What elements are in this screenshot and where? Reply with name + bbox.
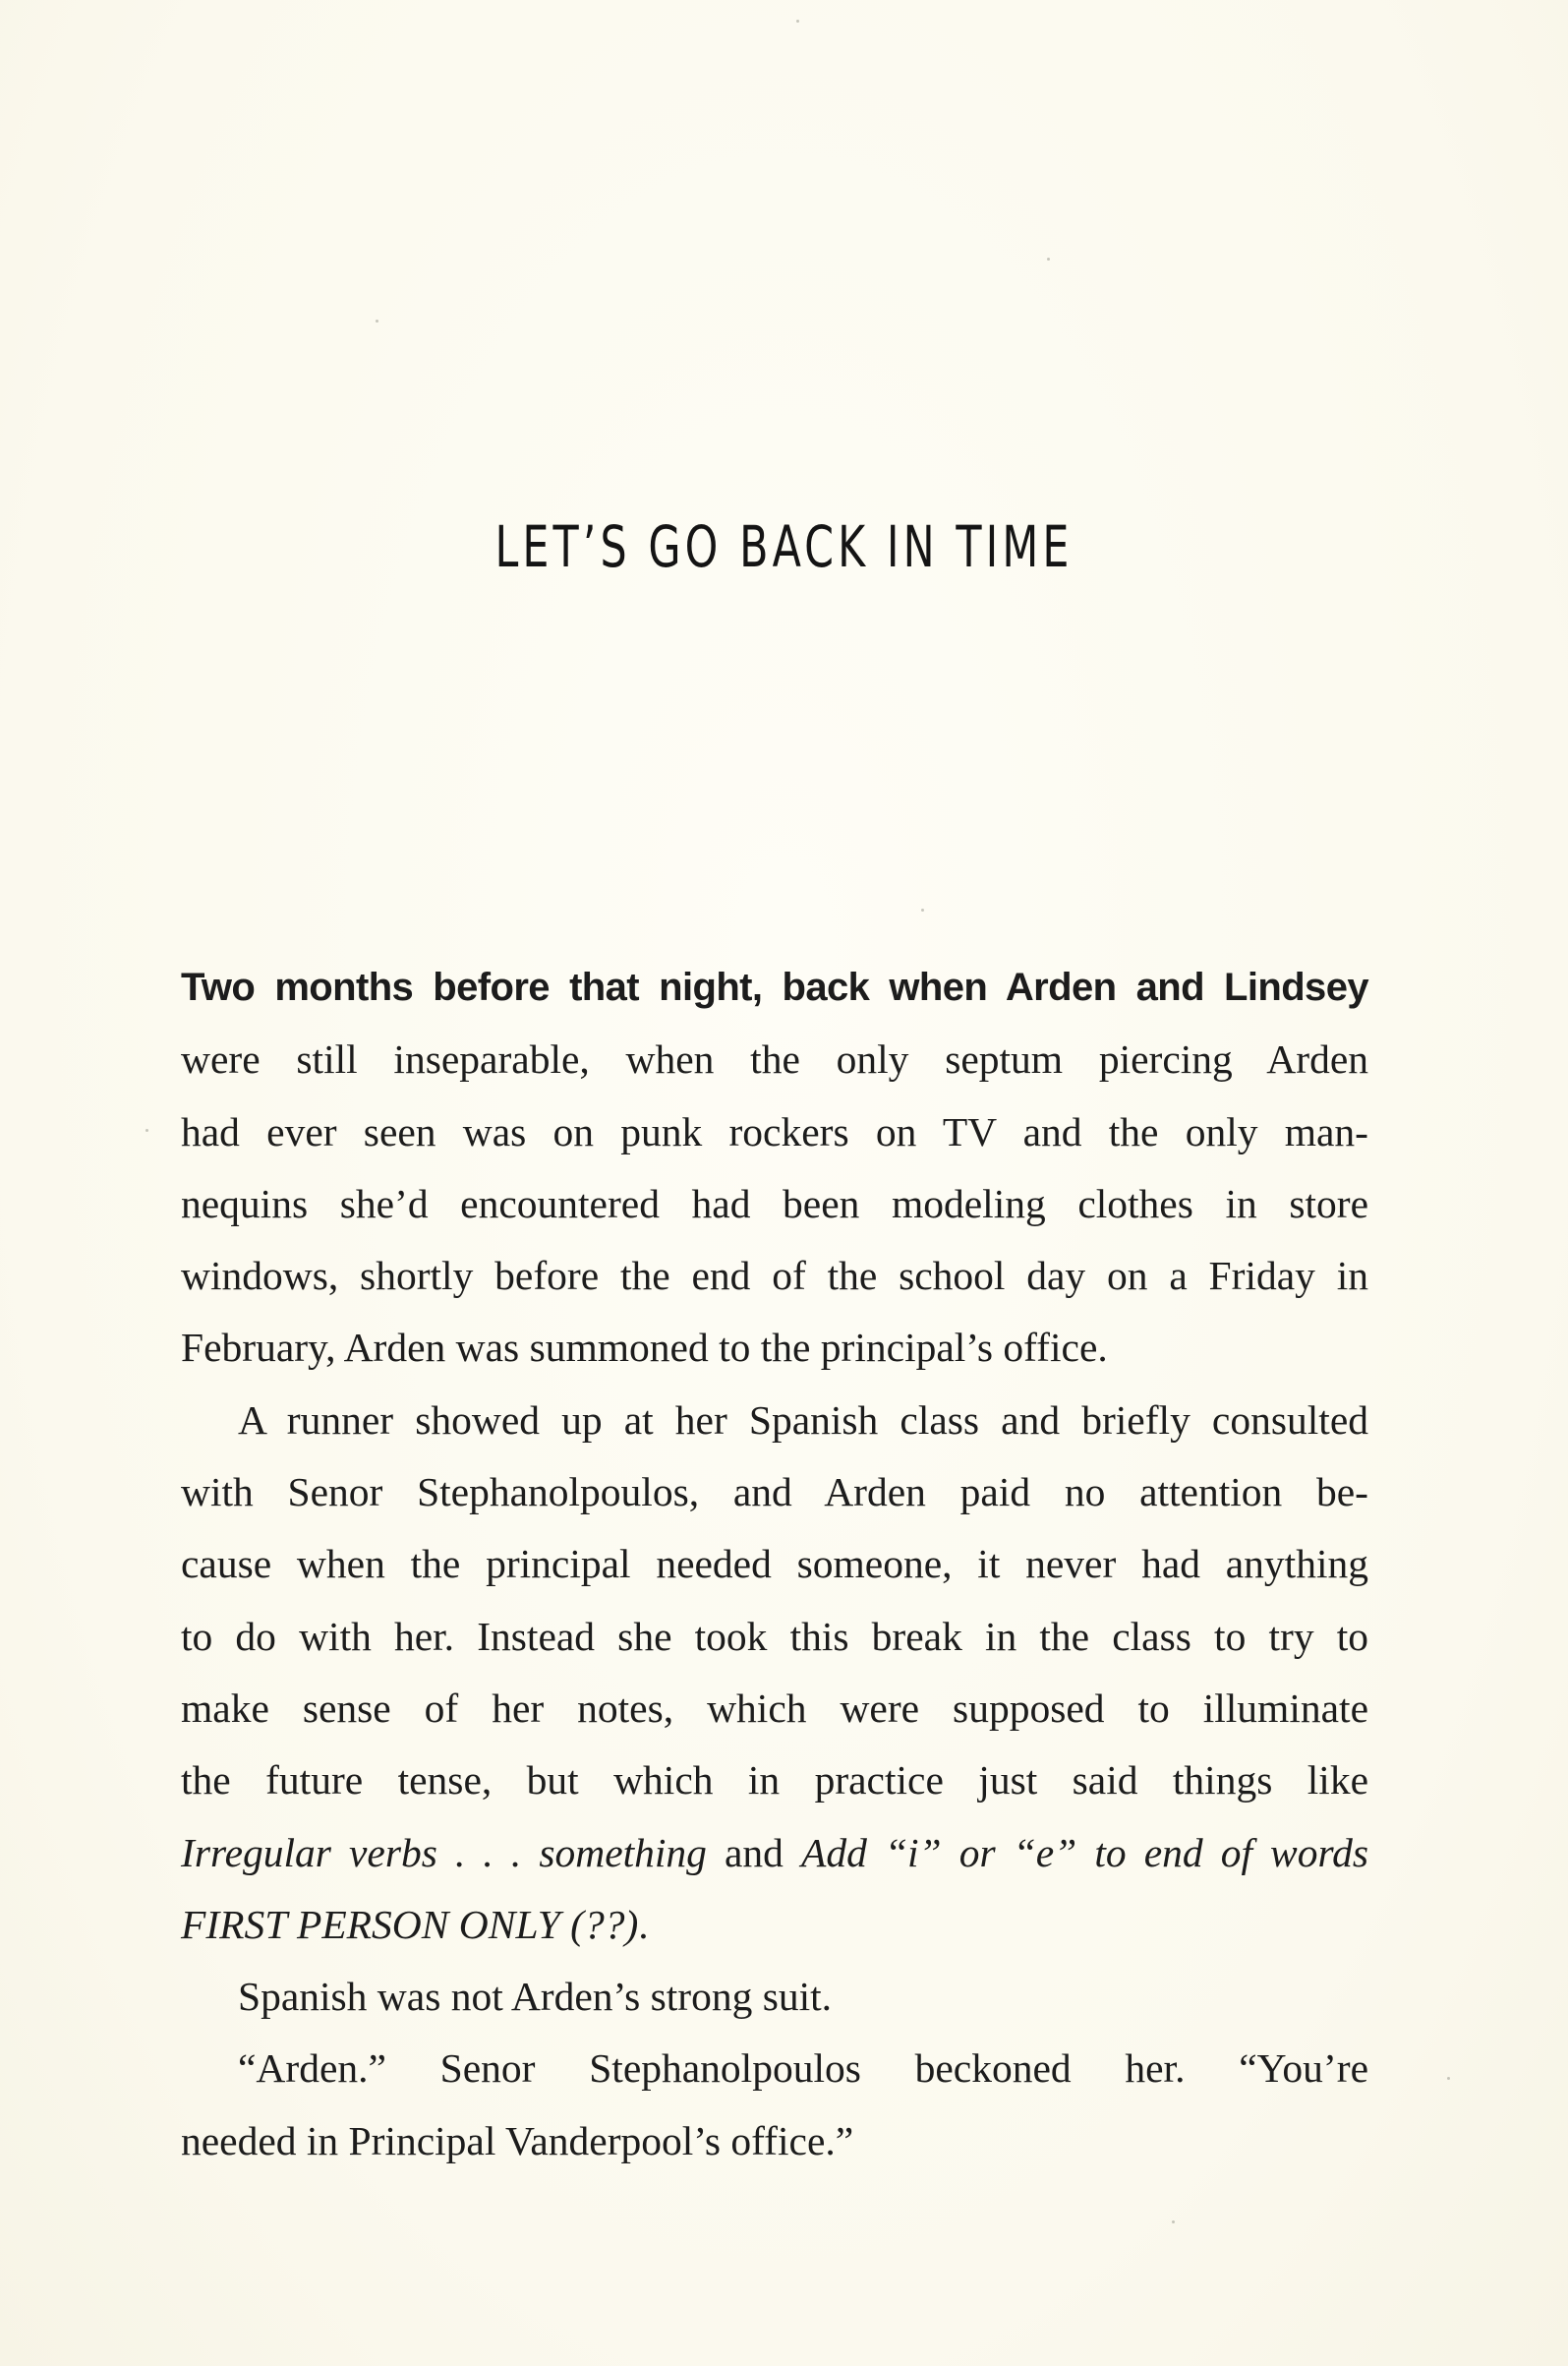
paragraph-4-line-1: “Arden.” Senor Stephanolpoulos beckoned her. “You’re (238, 2045, 1368, 2092)
paragraph-1-line-1: Two months before that night, back when Arden and Lindsey (181, 966, 1368, 1009)
italic-phrase: FIRST PERSON ONLY (??) (181, 1901, 639, 1947)
paragraph-1-line-2: were still inseparable, when the only septum piercing Arden (181, 1036, 1368, 1083)
paper-speck (145, 1129, 148, 1132)
paragraph-2-line-8 (181, 1889, 1368, 1961)
chapter-title: LET’S GO BACK IN TIME (494, 513, 1074, 580)
chapter-body (181, 952, 1368, 2177)
paragraph-2-line-7 (181, 1817, 1368, 1889)
paper-speck (376, 320, 378, 323)
paper-speck (1047, 258, 1050, 261)
paper-speck (1447, 2077, 1450, 2080)
paragraph-3-line-1: Spanish was not Arden’s strong suit. (238, 1974, 833, 2020)
paper-speck (921, 909, 924, 912)
paragraph-1-line-6: February, Arden was summoned to the principal’s office. (181, 1325, 1108, 1371)
paragraph-2-line-6: the future tense, but which in practice just said things like (181, 1757, 1368, 1804)
paragraph-2-line-1: A runner showed up at her Spanish class and briefly consulted (238, 1396, 1368, 1443)
paragraph-2-line-2: with Senor Stephanolpoulos, and Arden paid no attention be- (181, 1469, 1368, 1515)
paper-speck (1172, 2220, 1175, 2223)
paragraph-1-line-4: nequins she’d encountered had been modeling clothes in store (181, 1180, 1368, 1226)
paragraph-2-line-4: to do with her. Instead she took this break in the class to try to (181, 1613, 1368, 1659)
paragraph-4-line-2: needed in Principal Vanderpool’s office.” (181, 2117, 854, 2163)
italic-phrase: Add “i” or “e” to end of words (801, 1829, 1368, 1875)
paragraph-2-line-5: make sense of her notes, which were supposed to illuminate (181, 1685, 1368, 1731)
italic-phrase: Irregular verbs . . . something (181, 1829, 707, 1875)
plain-phrase: . (638, 1901, 649, 1947)
paragraph-2-line-3: cause when the principal needed someone, it never had anything (181, 1541, 1368, 1587)
paragraph-1-line-3: had ever seen was on punk rockers on TV and the only man- (181, 1108, 1368, 1154)
paper-speck (796, 20, 799, 23)
plain-phrase: and (706, 1829, 802, 1875)
paragraph-1-line-5: windows, shortly before the end of the school day on a Friday in (181, 1253, 1368, 1299)
